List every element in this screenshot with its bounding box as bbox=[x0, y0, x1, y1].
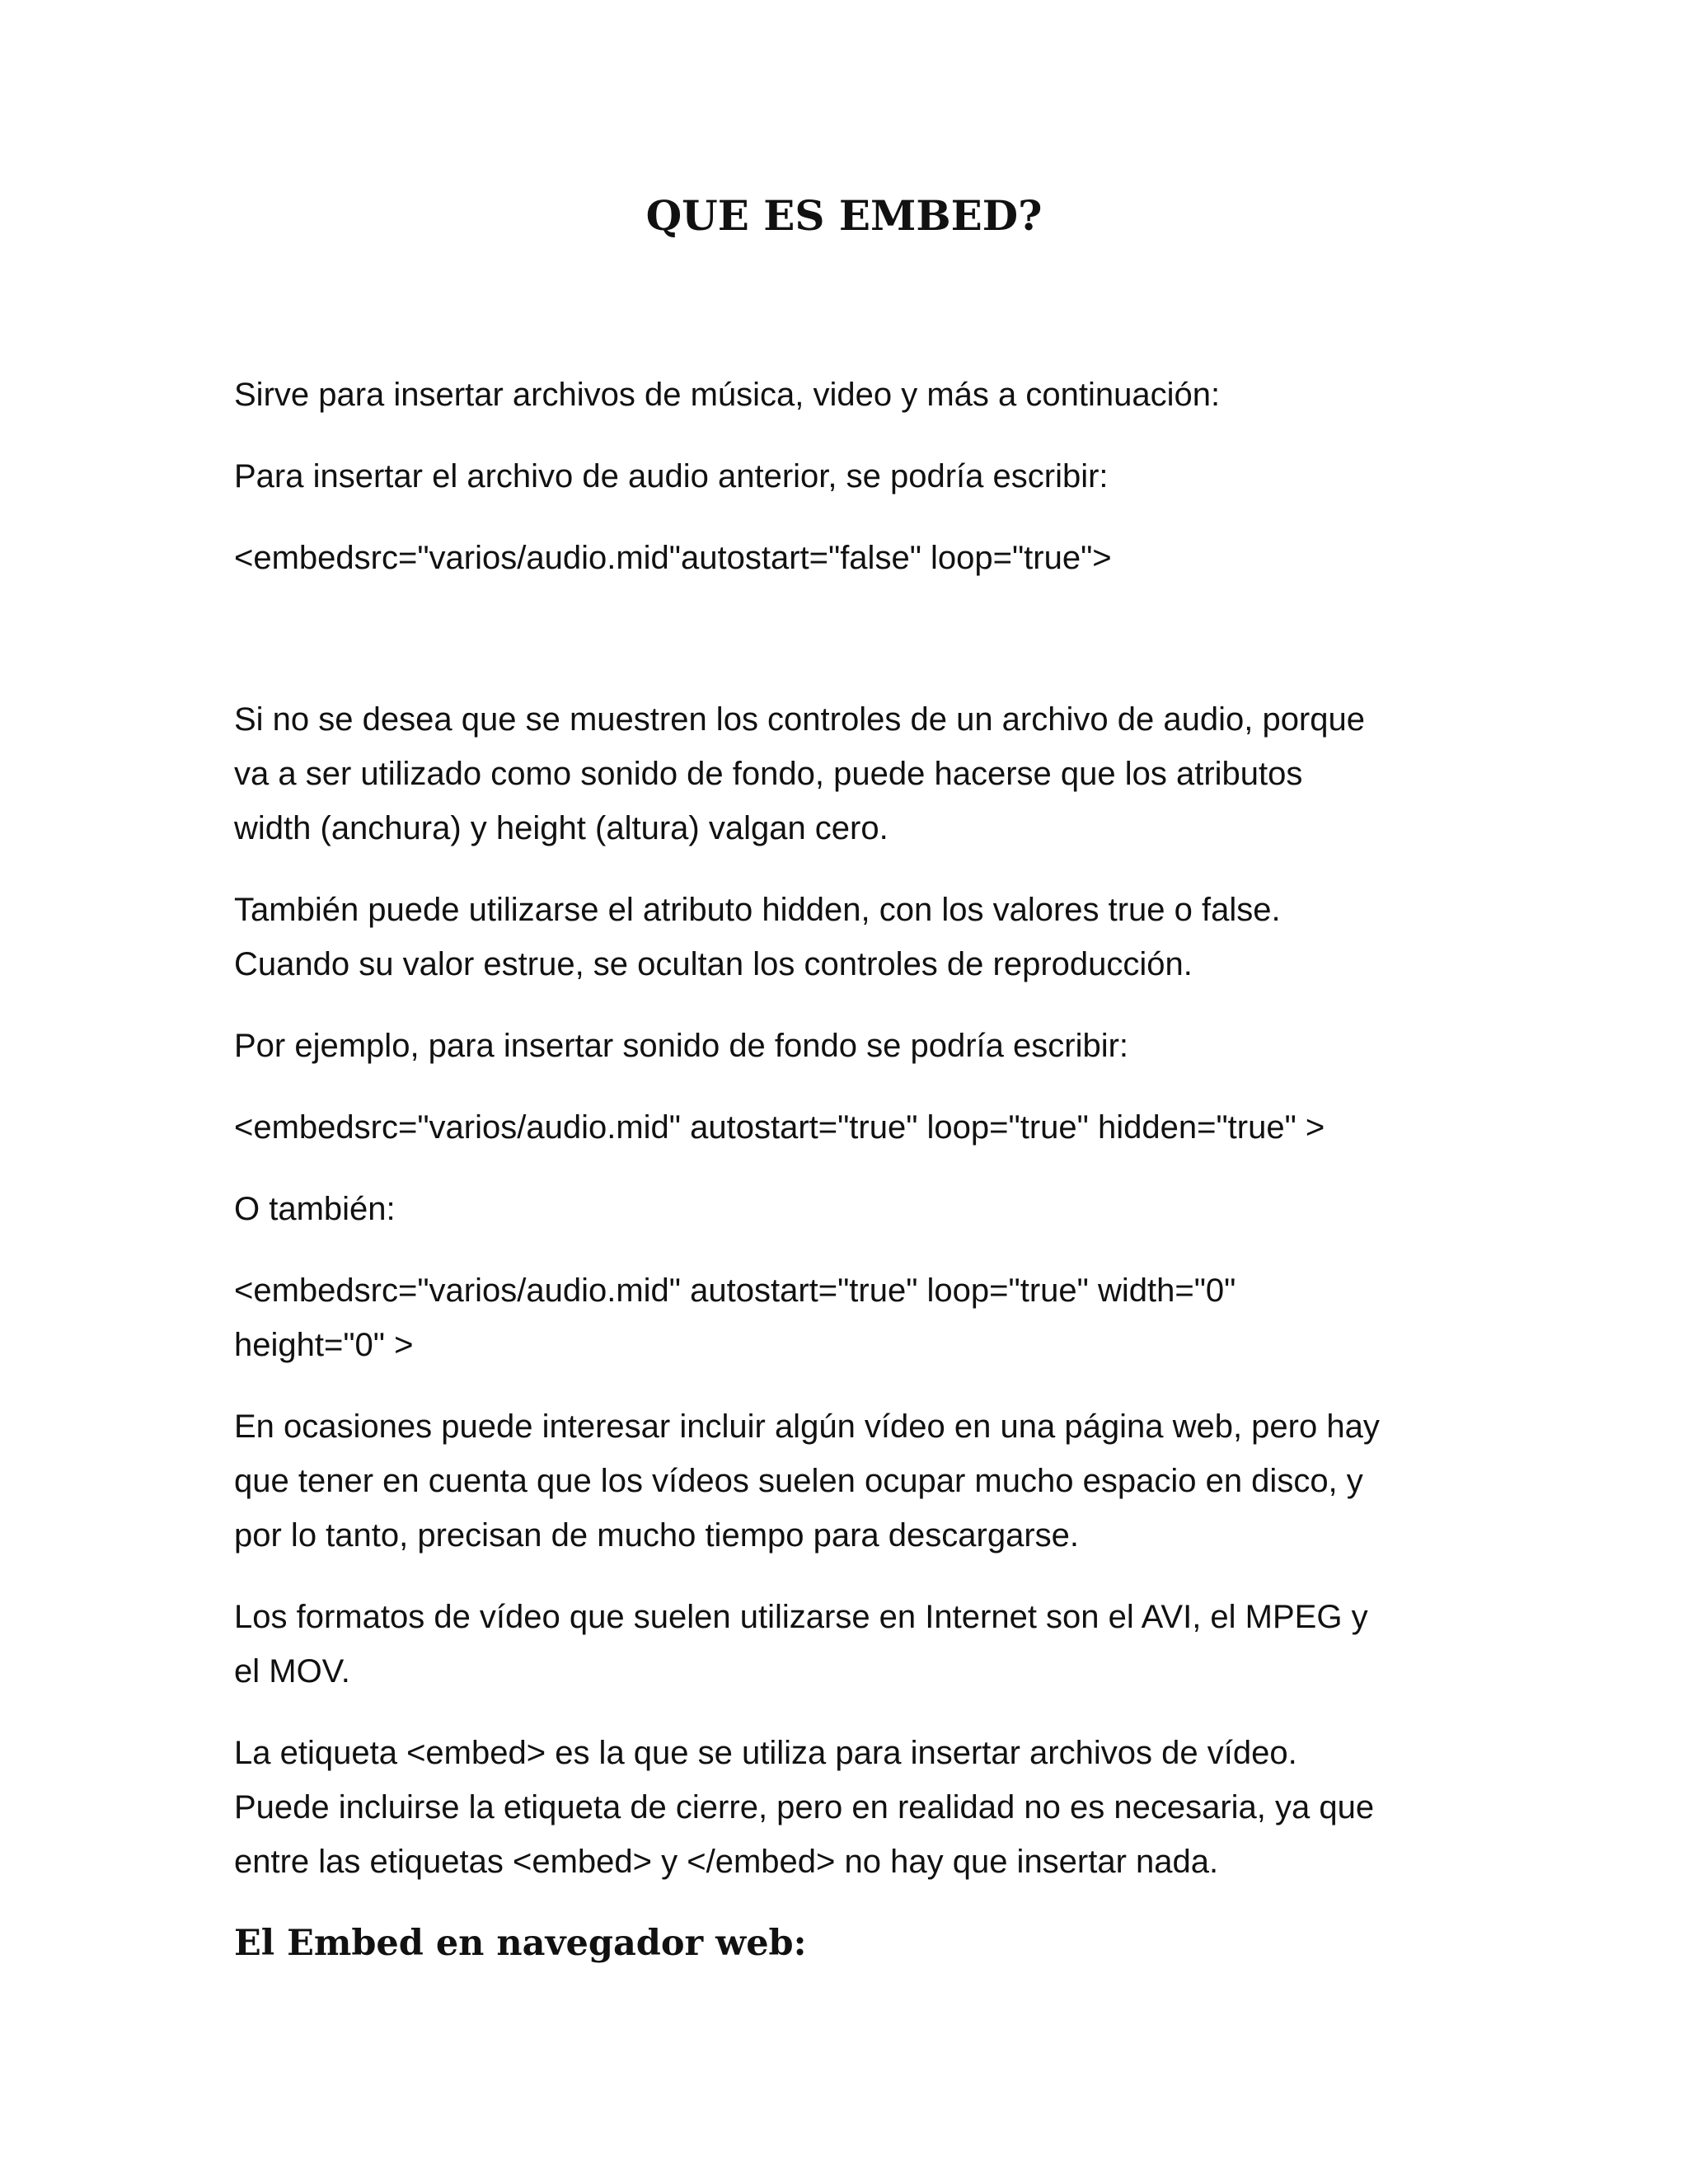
document-body bbox=[234, 368, 1470, 1971]
code-example-2: <embedsrc="varios/audio.mid" autostart="true" loop="true" hidden="true" > bbox=[234, 1109, 1325, 1146]
page-title: QUE ES EMBED? bbox=[645, 191, 1043, 240]
code-example-3: <embedsrc="varios/audio.mid" autostart="true" loop="true" width="0" height="0" > bbox=[234, 1272, 1236, 1363]
paragraph-background-sound: Por ejemplo, para insertar sonido de fondo se podría escribir: bbox=[234, 1028, 1129, 1064]
paragraph-insert-audio: Para insertar el archivo de audio anterior, se podría escribir: bbox=[234, 458, 1109, 494]
paragraph-hidden-attribute: También puede utilizarse el atributo hidden, con los valores true o false. Cuando su valor estrue, se ocultan los controles de reproducción. bbox=[234, 892, 1281, 982]
paragraph-intro: Sirve para insertar archivos de música, video y más a continuación: bbox=[234, 377, 1221, 413]
paragraph-hide-controls: Si no se desea que se muestren los controles de un archivo de audio, porque va a ser utilizado como sonido de fondo, puede hacerse que los atributos width (anchura) y height (altura) valgan cero. bbox=[234, 701, 1365, 846]
paragraph-embed-tag: La etiqueta <embed> es la que se utiliza para insertar archivos de vídeo. Puede incluirse la etiqueta de cierre, pero en realidad no es necesaria, ya que entre las etiquetas <embed> y </embed> no hay que insertar nada. bbox=[234, 1735, 1375, 1880]
code-example-1: <embedsrc="varios/audio.mid"autostart="false" loop="true"> bbox=[234, 540, 1112, 576]
paragraph-video-formats: Los formatos de vídeo que suelen utilizarse en Internet son el AVI, el MPEG y el MOV. bbox=[234, 1599, 1368, 1690]
paragraph-video: En ocasiones puede interesar incluir algún vídeo en una página web, pero hay que tener en cuenta que los vídeos suelen ocupar mucho espacio en disco, y por lo tanto, precisan de mucho tiempo para descargarse. bbox=[234, 1408, 1380, 1554]
paragraph-o-tambien: O también: bbox=[234, 1191, 396, 1227]
section-subheading: El Embed en navegador web: bbox=[234, 1923, 807, 1964]
